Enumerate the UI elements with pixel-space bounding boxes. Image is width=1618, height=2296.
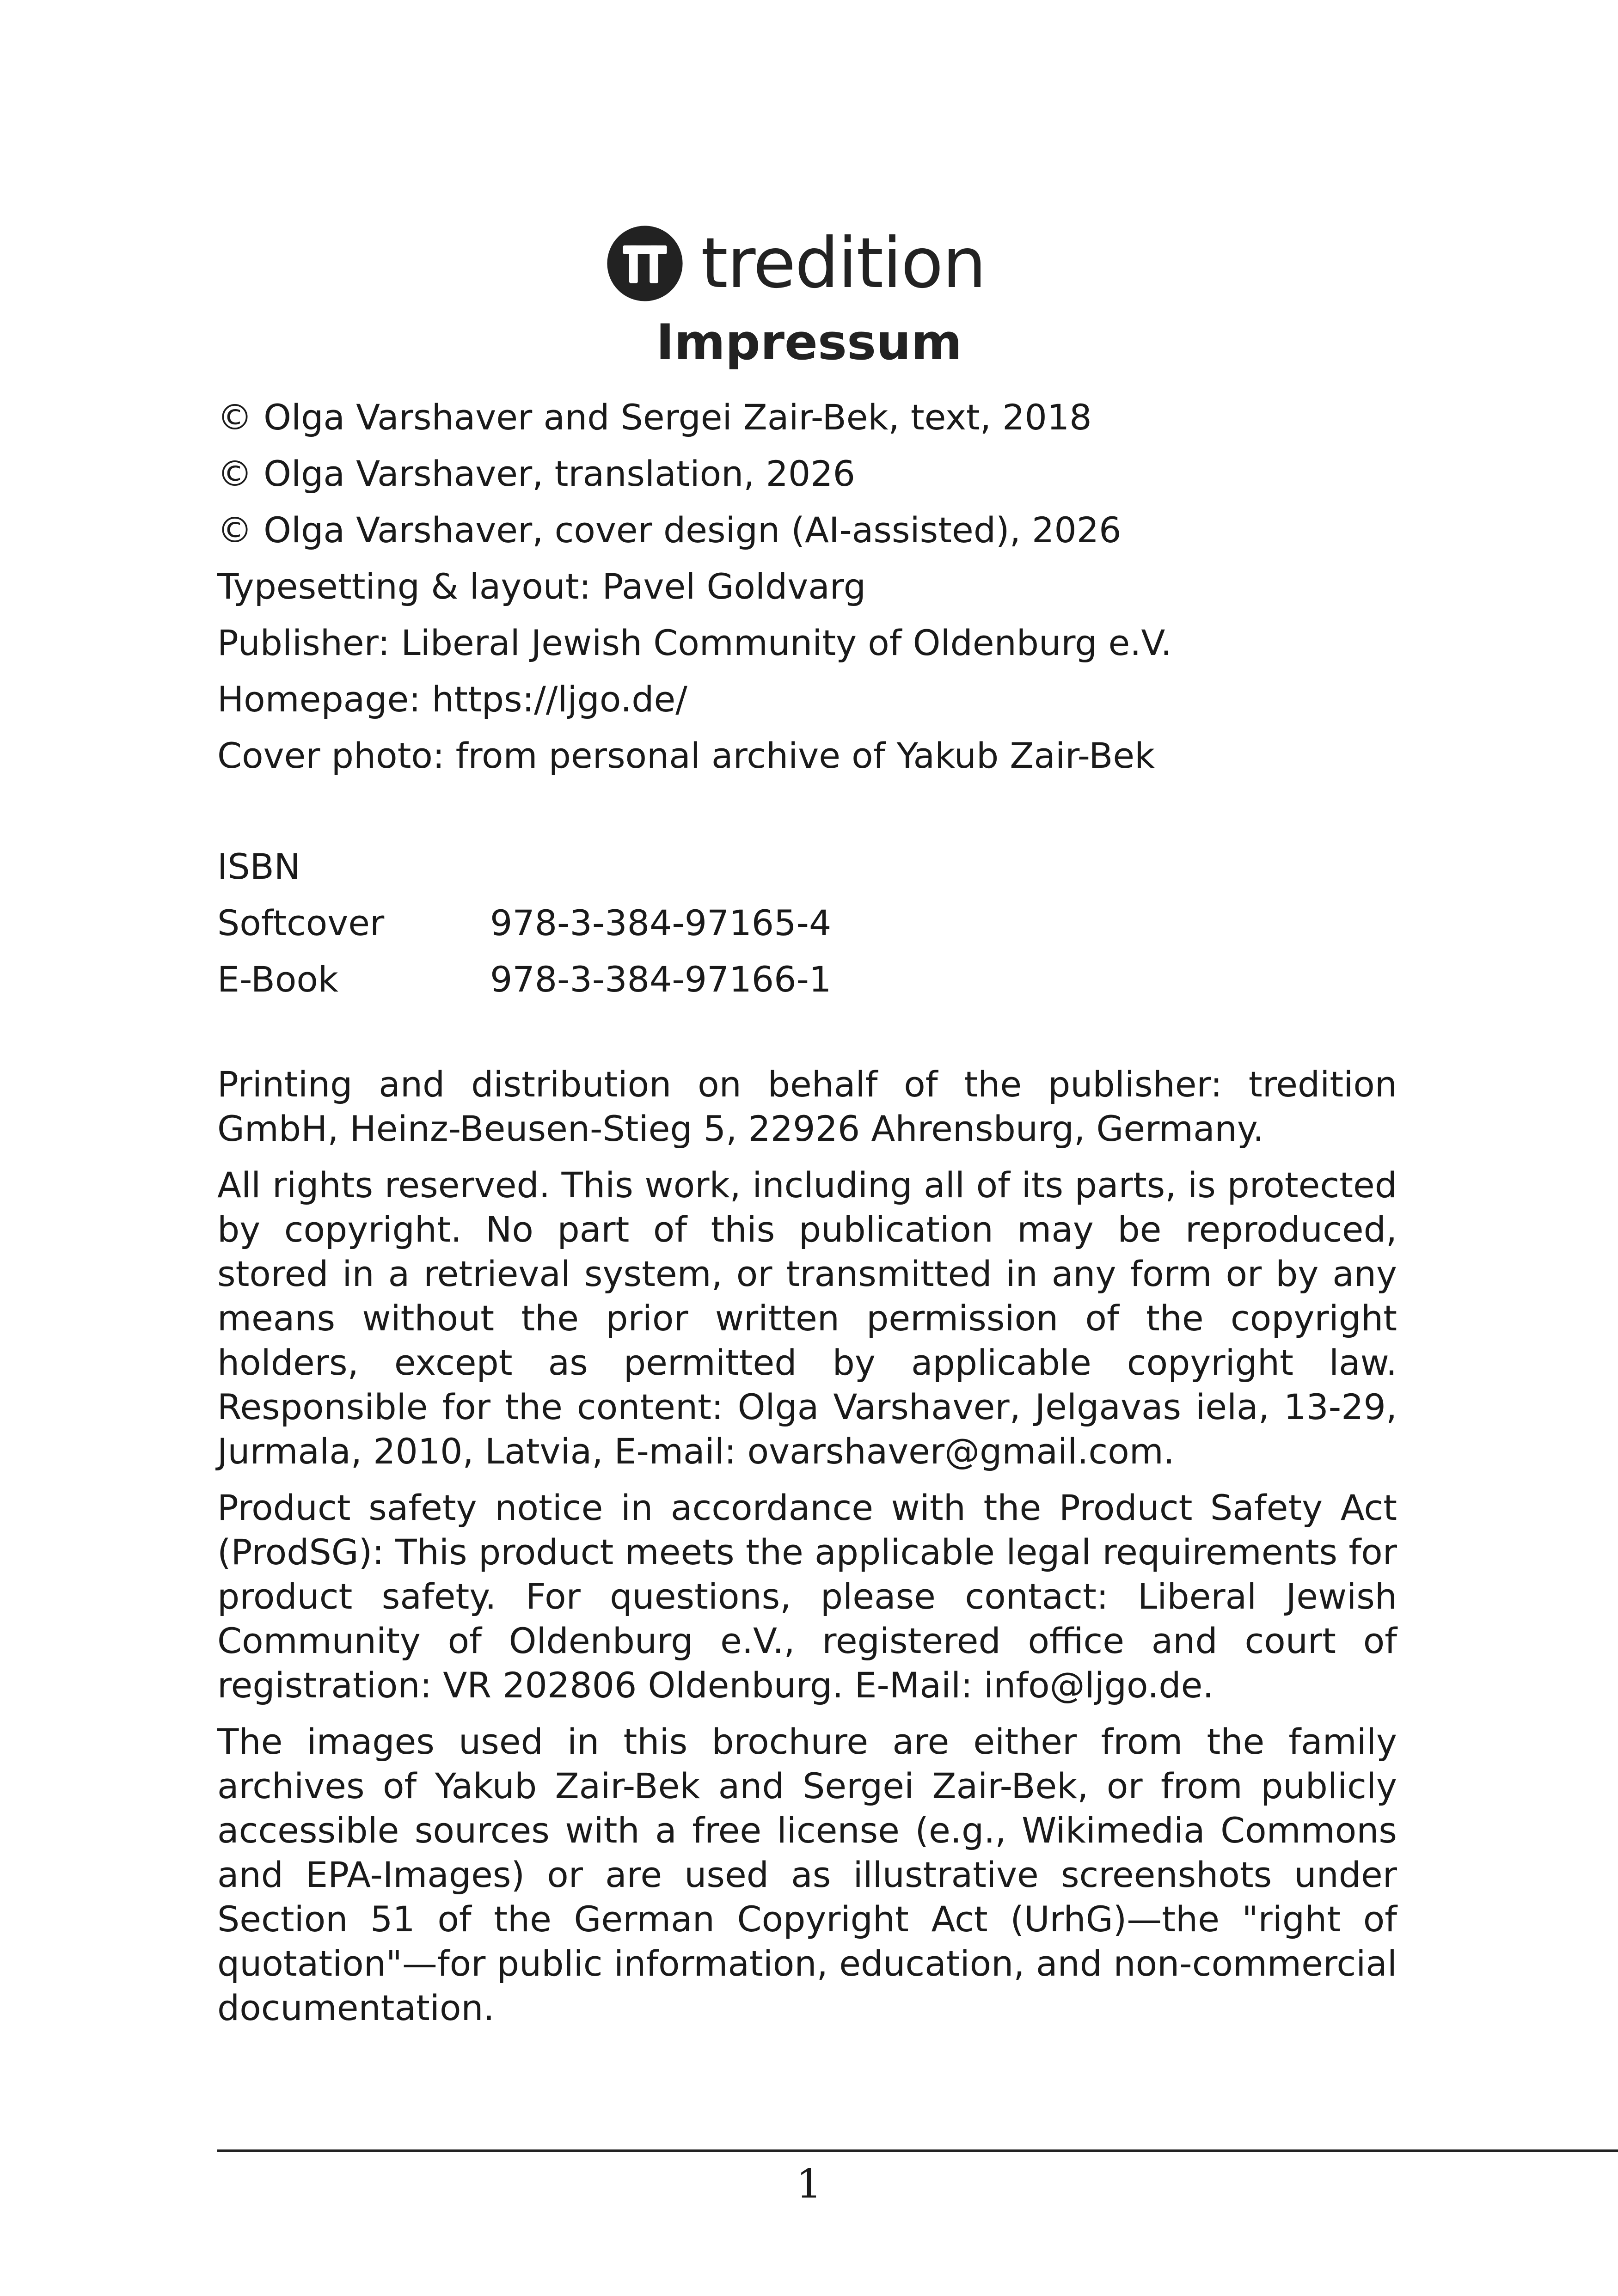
credit-line: Publisher: Liberal Jewish Community of Oldenburg e.V. xyxy=(217,622,1172,663)
credit-line: © Olga Varshaver, cover design (AI-assisted), 2026 xyxy=(217,509,1122,551)
product-safety-paragraph: Product safety notice in accordance with the Product Safety Act (ProdSG): This product meets the applicable legal requirements for product safety. For questions, please contact: Liberal Jewish Community of Oldenburg e.V., registered office and court of registration: VR 202806 Oldenburg. E-Mail: info@ljgo.de. xyxy=(217,1487,1397,1706)
credit-line: Homepage: https://ljgo.de/ xyxy=(217,679,687,720)
isbn-label: Softcover xyxy=(217,902,385,943)
tredition-logo-icon xyxy=(606,224,684,303)
logo-wordmark: tredition xyxy=(701,223,986,304)
credit-line: © Olga Varshaver, translation, 2026 xyxy=(217,453,855,494)
credit-line: © Olga Varshaver and Sergei Zair-Bek, text, 2018 xyxy=(217,397,1092,438)
isbn-row xyxy=(217,895,1397,951)
isbn-value: 978-3-384-97166-1 xyxy=(490,959,832,1000)
rights-paragraph: All rights reserved. This work, including all of its parts, is protected by copyright. No part of this publication may be reproduced, stored in a retrieval system, or transmitted in any form or by any means without the prior written permission of the copyright holders, except as permitted by applicable copyright law. Responsible for the content: Olga Varshaver, Jelgavas iela, 13-29, Jurmala, 2010, Latvia, E-mail: ovarshaver@gmail.com. xyxy=(217,1164,1397,1472)
isbn-label: E-Book xyxy=(217,959,338,1000)
credit-line: Cover photo: from personal archive of Yakub Zair-Bek xyxy=(217,735,1155,776)
publisher-logo xyxy=(606,217,986,310)
isbn-title: ISBN xyxy=(217,846,300,887)
isbn-value: 978-3-384-97165-4 xyxy=(490,902,832,943)
imprint-content xyxy=(217,389,1397,2030)
page-number: 1 xyxy=(796,2161,822,2207)
page-title: Impressum xyxy=(656,314,962,371)
credit-line: Typesetting & layout: Pavel Goldvarg xyxy=(217,566,866,607)
footer-rule xyxy=(217,2149,1618,2152)
image-credits-paragraph: The images used in this brochure are either from the family archives of Yakub Zair-Bek and Sergei Zair-Bek, or from publicly accessible sources with a free license (e.g., Wikimedia Commons and EPA-Images) or are used as illustrative screenshots under Section 51 of the German Copyright Act (UrhG)—the "right of quotation"—for public information, education, and non-commercial documentation. xyxy=(217,1721,1397,2028)
printing-paragraph: Printing and distribution on behalf of the publisher: tredition GmbH, Heinz-Beusen-Stieg 5, 22926 Ahrensburg, Germany. xyxy=(217,1064,1397,1149)
isbn-row xyxy=(217,951,1397,1008)
credits-list xyxy=(217,389,1397,784)
isbn-block xyxy=(217,839,1397,1008)
